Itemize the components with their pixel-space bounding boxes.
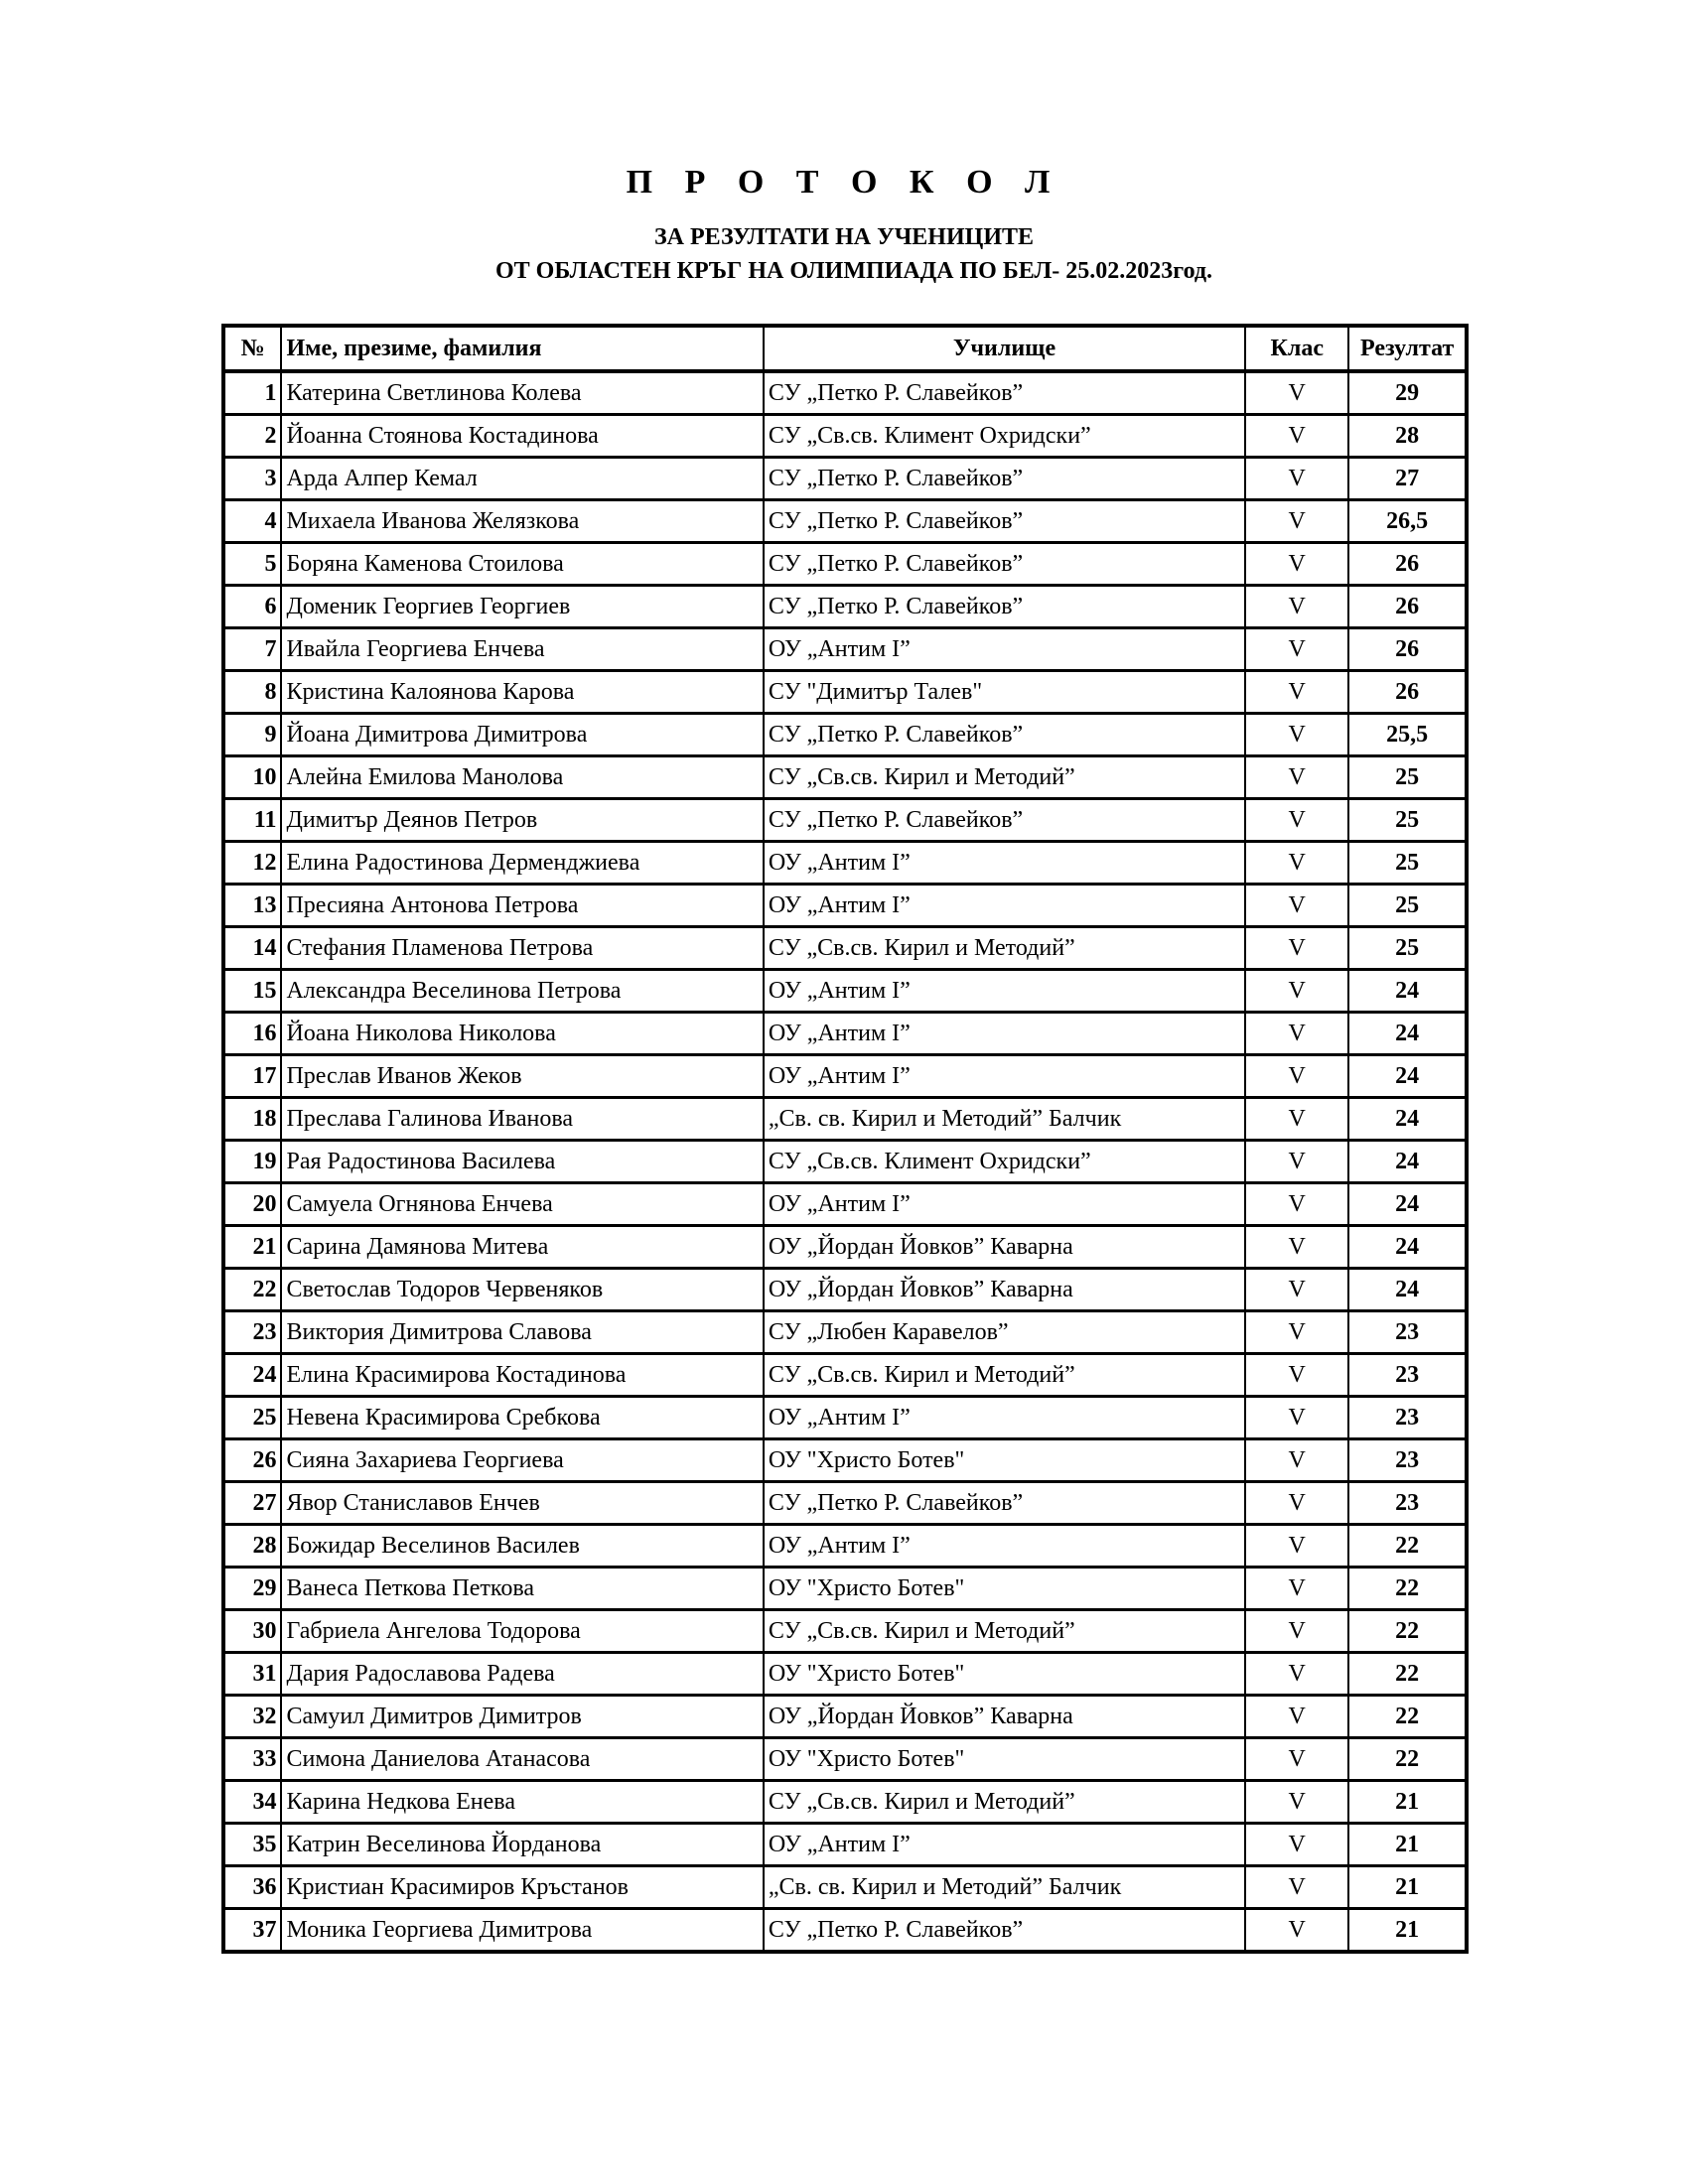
student-name: Самуил Димитров Димитров xyxy=(281,1696,763,1738)
class-value: V xyxy=(1245,628,1348,671)
school-name: ОУ "Христо Ботев" xyxy=(764,1653,1245,1696)
row-number: 18 xyxy=(223,1098,281,1141)
row-number: 30 xyxy=(223,1610,281,1653)
school-name: СУ „Петко Р. Славейков” xyxy=(764,543,1245,586)
school-name: СУ „Петко Р. Славейков” xyxy=(764,586,1245,628)
student-name: Кристина Калоянова Карова xyxy=(281,671,763,714)
result-value: 26 xyxy=(1348,586,1467,628)
school-name: СУ „Петко Р. Славейков” xyxy=(764,1482,1245,1525)
class-value: V xyxy=(1245,1824,1348,1866)
result-value: 26 xyxy=(1348,543,1467,586)
school-name: СУ „Св.св. Климент Охридски” xyxy=(764,1141,1245,1183)
student-name: Преслав Иванов Жеков xyxy=(281,1055,763,1098)
class-value: V xyxy=(1245,1013,1348,1055)
table-row xyxy=(223,1781,1467,1824)
table-row xyxy=(223,1269,1467,1311)
row-number: 9 xyxy=(223,714,281,756)
student-name: Моника Георгиева Димитрова xyxy=(281,1909,763,1953)
table-row xyxy=(223,1610,1467,1653)
class-value: V xyxy=(1245,1269,1348,1311)
school-name: СУ „Петко Р. Славейков” xyxy=(764,458,1245,500)
student-name: Йоана Николова Николова xyxy=(281,1013,763,1055)
school-name: СУ „Св.св. Кирил и Методий” xyxy=(764,927,1245,970)
result-value: 23 xyxy=(1348,1439,1467,1482)
school-name: ОУ „Антим I” xyxy=(764,970,1245,1013)
class-value: V xyxy=(1245,1525,1348,1568)
table-row xyxy=(223,799,1467,842)
row-number: 37 xyxy=(223,1909,281,1953)
class-value: V xyxy=(1245,1226,1348,1269)
class-value: V xyxy=(1245,1866,1348,1909)
row-number: 12 xyxy=(223,842,281,885)
header-result: Резултат xyxy=(1348,326,1467,371)
school-name: ОУ "Христо Ботев" xyxy=(764,1439,1245,1482)
row-number: 17 xyxy=(223,1055,281,1098)
school-name: СУ „Петко Р. Славейков” xyxy=(764,1909,1245,1953)
result-value: 24 xyxy=(1348,1098,1467,1141)
row-number: 26 xyxy=(223,1439,281,1482)
table-row xyxy=(223,1013,1467,1055)
row-number: 25 xyxy=(223,1397,281,1439)
student-name: Алейна Емилова Манолова xyxy=(281,756,763,799)
class-value: V xyxy=(1245,1439,1348,1482)
class-value: V xyxy=(1245,371,1348,415)
class-value: V xyxy=(1245,970,1348,1013)
student-name: Александра Веселинова Петрова xyxy=(281,970,763,1013)
row-number: 20 xyxy=(223,1183,281,1226)
student-name: Арда Алпер Кемал xyxy=(281,458,763,500)
school-name: СУ „Петко Р. Славейков” xyxy=(764,500,1245,543)
result-value: 24 xyxy=(1348,1183,1467,1226)
result-value: 22 xyxy=(1348,1610,1467,1653)
result-value: 25 xyxy=(1348,799,1467,842)
header-school: Училище xyxy=(764,326,1245,371)
table-row xyxy=(223,1824,1467,1866)
row-number: 29 xyxy=(223,1568,281,1610)
result-value: 24 xyxy=(1348,1269,1467,1311)
table-row xyxy=(223,1696,1467,1738)
row-number: 33 xyxy=(223,1738,281,1781)
table-row xyxy=(223,1397,1467,1439)
school-name: ОУ „Антим I” xyxy=(764,1055,1245,1098)
table-row xyxy=(223,1439,1467,1482)
row-number: 10 xyxy=(223,756,281,799)
school-name: ОУ „Антим I” xyxy=(764,1397,1245,1439)
class-value: V xyxy=(1245,1909,1348,1953)
class-value: V xyxy=(1245,1397,1348,1439)
results-table xyxy=(221,324,1469,1954)
class-value: V xyxy=(1245,1482,1348,1525)
result-value: 23 xyxy=(1348,1397,1467,1439)
student-name: Ванеса Петкова Петкова xyxy=(281,1568,763,1610)
student-name: Сияна Захариева Георгиева xyxy=(281,1439,763,1482)
document-subtitle-line2: ОТ ОБЛАСТЕН КРЪГ НА ОЛИМПИАДА ПО БЕЛ- 25.02.2023год. xyxy=(494,258,1213,284)
table-row xyxy=(223,500,1467,543)
row-number: 2 xyxy=(223,415,281,458)
result-value: 24 xyxy=(1348,1226,1467,1269)
result-value: 23 xyxy=(1348,1482,1467,1525)
school-name: СУ „Св.св. Кирил и Методий” xyxy=(764,1781,1245,1824)
class-value: V xyxy=(1245,671,1348,714)
result-value: 22 xyxy=(1348,1653,1467,1696)
class-value: V xyxy=(1245,1738,1348,1781)
result-value: 29 xyxy=(1348,371,1467,415)
row-number: 27 xyxy=(223,1482,281,1525)
header-class: Клас xyxy=(1245,326,1348,371)
row-number: 22 xyxy=(223,1269,281,1311)
school-name: СУ „Св.св. Климент Охридски” xyxy=(764,415,1245,458)
row-number: 31 xyxy=(223,1653,281,1696)
result-value: 22 xyxy=(1348,1696,1467,1738)
school-name: ОУ "Христо Ботев" xyxy=(764,1568,1245,1610)
result-value: 24 xyxy=(1348,1013,1467,1055)
school-name: „Св. св. Кирил и Методий” Балчик xyxy=(764,1866,1245,1909)
school-name: ОУ „Антим I” xyxy=(764,628,1245,671)
class-value: V xyxy=(1245,1781,1348,1824)
student-name: Карина Недкова Енева xyxy=(281,1781,763,1824)
row-number: 21 xyxy=(223,1226,281,1269)
school-name: ОУ „Йордан Йовков” Каварна xyxy=(764,1269,1245,1311)
student-name: Виктория Димитрова Славова xyxy=(281,1311,763,1354)
row-number: 13 xyxy=(223,885,281,927)
school-name: СУ „Любен Каравелов” xyxy=(764,1311,1245,1354)
school-name: СУ „Св.св. Кирил и Методий” xyxy=(764,756,1245,799)
row-number: 8 xyxy=(223,671,281,714)
class-value: V xyxy=(1245,543,1348,586)
row-number: 15 xyxy=(223,970,281,1013)
row-number: 24 xyxy=(223,1354,281,1397)
row-number: 34 xyxy=(223,1781,281,1824)
row-number: 6 xyxy=(223,586,281,628)
result-value: 25 xyxy=(1348,927,1467,970)
student-name: Пресияна Антонова Петрова xyxy=(281,885,763,927)
table-row xyxy=(223,415,1467,458)
document-title: П Р О Т О К О Л xyxy=(626,164,1062,201)
class-value: V xyxy=(1245,415,1348,458)
school-name: ОУ „Антим I” xyxy=(764,842,1245,885)
student-name: Елина Красимирова Костадинова xyxy=(281,1354,763,1397)
row-number: 1 xyxy=(223,371,281,415)
table-row xyxy=(223,1354,1467,1397)
result-value: 21 xyxy=(1348,1866,1467,1909)
class-value: V xyxy=(1245,1568,1348,1610)
result-value: 25 xyxy=(1348,842,1467,885)
table-row xyxy=(223,1909,1467,1953)
student-name: Невена Красимирова Сребкова xyxy=(281,1397,763,1439)
row-number: 11 xyxy=(223,799,281,842)
student-name: Дария Радославова Радева xyxy=(281,1653,763,1696)
header-name: Име, презиме, фамилия xyxy=(281,326,763,371)
table-row xyxy=(223,371,1467,415)
result-value: 22 xyxy=(1348,1525,1467,1568)
student-name: Светослав Тодоров Червеняков xyxy=(281,1269,763,1311)
result-value: 26,5 xyxy=(1348,500,1467,543)
student-name: Катрин Веселинова Йорданова xyxy=(281,1824,763,1866)
result-value: 24 xyxy=(1348,1141,1467,1183)
table-body xyxy=(223,371,1467,1952)
result-value: 24 xyxy=(1348,1055,1467,1098)
row-number: 35 xyxy=(223,1824,281,1866)
school-name: ОУ „Йордан Йовков” Каварна xyxy=(764,1226,1245,1269)
class-value: V xyxy=(1245,756,1348,799)
row-number: 19 xyxy=(223,1141,281,1183)
class-value: V xyxy=(1245,1696,1348,1738)
student-name: Елина Радостинова Дерменджиева xyxy=(281,842,763,885)
row-number: 5 xyxy=(223,543,281,586)
school-name: ОУ „Антим I” xyxy=(764,885,1245,927)
class-value: V xyxy=(1245,1653,1348,1696)
table-row xyxy=(223,671,1467,714)
table-row xyxy=(223,1098,1467,1141)
table-row xyxy=(223,970,1467,1013)
school-name: ОУ „Антим I” xyxy=(764,1824,1245,1866)
student-name: Божидар Веселинов Василев xyxy=(281,1525,763,1568)
class-value: V xyxy=(1245,1610,1348,1653)
result-value: 27 xyxy=(1348,458,1467,500)
row-number: 28 xyxy=(223,1525,281,1568)
class-value: V xyxy=(1245,458,1348,500)
school-name: ОУ „Антим I” xyxy=(764,1183,1245,1226)
result-value: 25 xyxy=(1348,885,1467,927)
result-value: 28 xyxy=(1348,415,1467,458)
class-value: V xyxy=(1245,500,1348,543)
school-name: СУ „Петко Р. Славейков” xyxy=(764,371,1245,415)
student-name: Йоана Димитрова Димитрова xyxy=(281,714,763,756)
school-name: СУ „Петко Р. Славейков” xyxy=(764,714,1245,756)
table-row xyxy=(223,885,1467,927)
school-name: ОУ „Антим I” xyxy=(764,1525,1245,1568)
table-row xyxy=(223,1226,1467,1269)
student-name: Симона Даниелова Атанасова xyxy=(281,1738,763,1781)
table-row xyxy=(223,1866,1467,1909)
student-name: Йоанна Стоянова Костадинова xyxy=(281,415,763,458)
class-value: V xyxy=(1245,1141,1348,1183)
row-number: 32 xyxy=(223,1696,281,1738)
class-value: V xyxy=(1245,885,1348,927)
student-name: Доменик Георгиев Георгиев xyxy=(281,586,763,628)
result-value: 25 xyxy=(1348,756,1467,799)
table-row xyxy=(223,1568,1467,1610)
table-row xyxy=(223,458,1467,500)
result-value: 21 xyxy=(1348,1824,1467,1866)
row-number: 14 xyxy=(223,927,281,970)
table-row xyxy=(223,586,1467,628)
student-name: Явор Станиславов Енчев xyxy=(281,1482,763,1525)
class-value: V xyxy=(1245,1183,1348,1226)
student-name: Ивайла Георгиева Енчева xyxy=(281,628,763,671)
class-value: V xyxy=(1245,1311,1348,1354)
student-name: Боряна Каменова Стоилова xyxy=(281,543,763,586)
table-row xyxy=(223,927,1467,970)
result-value: 25,5 xyxy=(1348,714,1467,756)
row-number: 36 xyxy=(223,1866,281,1909)
table-row xyxy=(223,1653,1467,1696)
class-value: V xyxy=(1245,927,1348,970)
result-value: 21 xyxy=(1348,1781,1467,1824)
student-name: Катерина Светлинова Колева xyxy=(281,371,763,415)
student-name: Рая Радостинова Василева xyxy=(281,1141,763,1183)
table-row xyxy=(223,1482,1467,1525)
table-row xyxy=(223,1141,1467,1183)
table-row xyxy=(223,1738,1467,1781)
class-value: V xyxy=(1245,1354,1348,1397)
school-name: СУ „Св.св. Кирил и Методий” xyxy=(764,1354,1245,1397)
result-value: 22 xyxy=(1348,1568,1467,1610)
school-name: ОУ „Антим I” xyxy=(764,1013,1245,1055)
table-row xyxy=(223,1525,1467,1568)
table-row xyxy=(223,842,1467,885)
table-row xyxy=(223,628,1467,671)
student-name: Стефания Пламенова Петрова xyxy=(281,927,763,970)
result-value: 23 xyxy=(1348,1311,1467,1354)
class-value: V xyxy=(1245,1098,1348,1141)
document-subtitle-line1: ЗА РЕЗУЛТАТИ НА УЧЕНИЦИТЕ xyxy=(654,224,1034,250)
student-name: Преслава Галинова Иванова xyxy=(281,1098,763,1141)
result-value: 23 xyxy=(1348,1354,1467,1397)
class-value: V xyxy=(1245,842,1348,885)
school-name: ОУ "Христо Ботев" xyxy=(764,1738,1245,1781)
school-name: ОУ „Йордан Йовков” Каварна xyxy=(764,1696,1245,1738)
student-name: Габриела Ангелова Тодорова xyxy=(281,1610,763,1653)
result-value: 22 xyxy=(1348,1738,1467,1781)
class-value: V xyxy=(1245,1055,1348,1098)
student-name: Димитър Деянов Петров xyxy=(281,799,763,842)
school-name: СУ „Петко Р. Славейков” xyxy=(764,799,1245,842)
class-value: V xyxy=(1245,799,1348,842)
school-name: СУ "Димитър Талев" xyxy=(764,671,1245,714)
table-row xyxy=(223,714,1467,756)
header-number: № xyxy=(223,326,281,371)
row-number: 4 xyxy=(223,500,281,543)
student-name: Сарина Дамянова Митева xyxy=(281,1226,763,1269)
student-name: Кристиан Красимиров Кръстанов xyxy=(281,1866,763,1909)
row-number: 23 xyxy=(223,1311,281,1354)
row-number: 3 xyxy=(223,458,281,500)
school-name: СУ „Св.св. Кирил и Методий” xyxy=(764,1610,1245,1653)
table-row xyxy=(223,1311,1467,1354)
student-name: Самуела Огнянова Енчева xyxy=(281,1183,763,1226)
class-value: V xyxy=(1245,586,1348,628)
table-row xyxy=(223,543,1467,586)
table-header-row xyxy=(223,326,1467,371)
row-number: 16 xyxy=(223,1013,281,1055)
school-name: „Св. св. Кирил и Методий” Балчик xyxy=(764,1098,1245,1141)
row-number: 7 xyxy=(223,628,281,671)
table-row xyxy=(223,1183,1467,1226)
result-value: 26 xyxy=(1348,628,1467,671)
result-value: 24 xyxy=(1348,970,1467,1013)
student-name: Михаела Иванова Желязкова xyxy=(281,500,763,543)
table-row xyxy=(223,756,1467,799)
class-value: V xyxy=(1245,714,1348,756)
result-value: 26 xyxy=(1348,671,1467,714)
result-value: 21 xyxy=(1348,1909,1467,1953)
table-row xyxy=(223,1055,1467,1098)
